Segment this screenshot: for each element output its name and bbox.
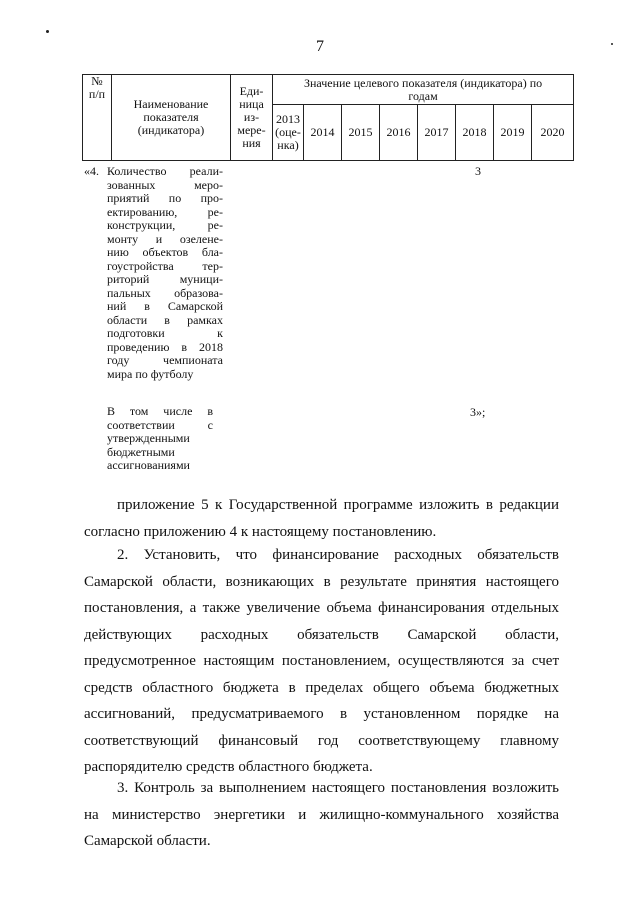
year-line: 2013 xyxy=(276,112,300,126)
header-number-line: п/п xyxy=(88,87,106,101)
header-year: 2020 xyxy=(532,105,574,161)
header-name-line: показателя xyxy=(143,110,199,124)
paragraph-line: предусмотренное настоящим постановлением, осуществляются за счет xyxy=(84,653,559,669)
paragraph-line: средств областного бюджета в пределах общего объема бюджетных xyxy=(84,679,559,696)
paragraph-line: согласно приложению 4 к настоящему постановлению. xyxy=(84,523,437,540)
row-value-2018: 3 xyxy=(475,164,481,178)
header-year: 2019 xyxy=(494,105,532,161)
subitem-value-2018: 3»; xyxy=(470,405,486,419)
indicator-name-line: области в рамках xyxy=(107,312,223,327)
indicator-name-line: приятий по про- xyxy=(107,191,223,205)
indicator-name-line: мира по футболу xyxy=(107,366,194,381)
header-year: 2014 xyxy=(304,105,342,161)
paragraph-line: распорядителю средств областного бюджета. xyxy=(84,759,373,775)
header-unit-line: мере- xyxy=(237,123,266,137)
indicator-table xyxy=(82,74,574,161)
paragraph-appendix xyxy=(84,492,559,545)
paragraph-line: действующих расходных обязательств Самарской области, xyxy=(84,626,559,643)
scan-speck xyxy=(46,30,49,33)
subitem-name-line: ассигнованиями xyxy=(107,458,190,472)
paragraph-line: 2. Установить, что финансирование расходных обязательств xyxy=(117,547,559,563)
header-values-line: Значение целевого показателя (индикатора) по xyxy=(303,75,543,90)
row-number: «4. xyxy=(84,164,99,178)
indicator-name-line: году чемпионата xyxy=(107,353,223,367)
paragraph-line: ассигнований, предусматриваемого в установленном порядке на xyxy=(84,706,559,722)
indicator-name-line: ний в Самарской xyxy=(107,299,223,313)
paragraph-line: Самарской области. xyxy=(84,833,211,849)
subitem-name-line: В том числе в xyxy=(107,404,213,418)
header-unit-line: из- xyxy=(243,110,260,124)
subitem-name-line: соответствии с xyxy=(107,417,213,432)
paragraph-line: приложение 5 к Государственной программе изложить в редакции xyxy=(117,497,559,513)
year-line: (оце- xyxy=(275,125,301,139)
year-line: нка) xyxy=(277,138,299,152)
paragraph-line: соответствующий финансовый год соответствующему главному xyxy=(84,732,559,749)
header-target-values xyxy=(273,75,574,105)
indicator-name-line: Количество реали- xyxy=(107,164,223,178)
paragraph-line: 3. Контроль за выполнением настоящего постановления возложить xyxy=(117,780,559,796)
header-year: 2017 xyxy=(418,105,456,161)
subitem-name-line: утвержденными xyxy=(107,431,190,445)
header-unit-line: ница xyxy=(239,97,264,111)
paragraph-line: постановления, а также увеличение объема финансирования отдельных xyxy=(84,600,559,616)
header-name-line: (индикатора) xyxy=(137,123,205,137)
indicator-name-line: проведению в 2018 xyxy=(107,339,223,354)
indicator-name-line: конструкции, ре- xyxy=(107,218,223,232)
header-unit-line: ния xyxy=(242,136,261,150)
indicator-name-line: гоустройства тер- xyxy=(107,258,223,273)
row-indicator-name xyxy=(107,165,223,381)
row-subitem-name xyxy=(107,405,213,473)
paragraph-line: Самарской области, возникающих в результате принятия настоящего xyxy=(84,573,559,590)
header-year: 2018 xyxy=(456,105,494,161)
indicator-name-line: ектированию, ре- xyxy=(107,204,223,219)
indicator-name-line: зованных меро- xyxy=(107,177,223,192)
indicator-name-line: монту и озелене- xyxy=(107,231,223,246)
paragraph-financing xyxy=(84,542,559,781)
page-number: 7 xyxy=(316,38,324,55)
header-unit-line: Еди- xyxy=(239,84,264,98)
paragraph-control xyxy=(84,775,559,855)
header-year: 2016 xyxy=(380,105,418,161)
indicator-name-line: подготовки к xyxy=(107,326,223,340)
paragraph-line: на министерство энергетики и жилищно-коммунального хозяйства xyxy=(84,806,559,823)
header-indicator-name xyxy=(112,75,231,161)
header-year-2013 xyxy=(273,105,304,161)
indicator-name-line: пальных образова- xyxy=(107,285,223,300)
indicator-name-line: нию объектов бла- xyxy=(107,245,223,259)
header-year: 2015 xyxy=(342,105,380,161)
header-number-line: № xyxy=(91,74,103,88)
indicator-name-line: риторий муници- xyxy=(107,272,223,286)
subitem-name-line: бюджетными xyxy=(107,444,175,459)
header-unit xyxy=(231,75,273,161)
header-values-line: годам xyxy=(408,88,438,103)
header-name-line: Наименование xyxy=(133,97,209,111)
header-number xyxy=(83,75,112,161)
